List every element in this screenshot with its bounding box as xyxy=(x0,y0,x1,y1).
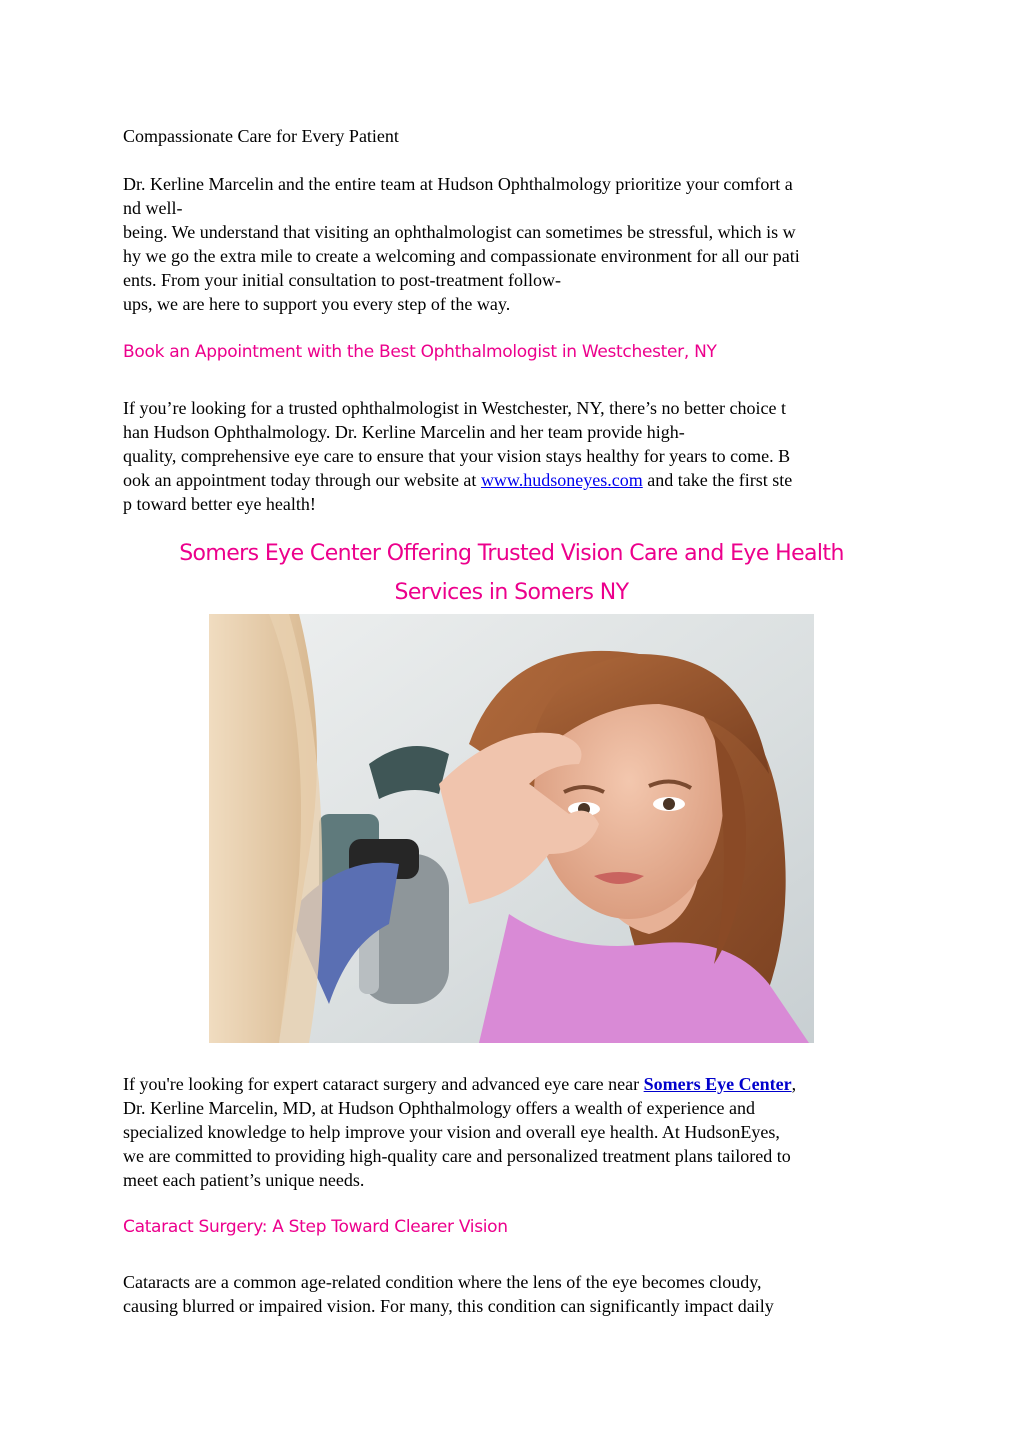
section-heading-compassionate-care: Compassionate Care for Every Patient xyxy=(123,126,399,146)
paragraph-line: meet each patient’s unique needs. xyxy=(123,1170,365,1190)
somers-eye-center-link[interactable]: Somers Eye Center xyxy=(643,1074,792,1094)
paragraph-line: specialized knowledge to help improve your vision and overall eye health. At HudsonEyes, xyxy=(123,1122,780,1142)
paragraph-line: Dr. Kerline Marcelin, MD, at Hudson Ophthalmology offers a wealth of experience and xyxy=(123,1098,755,1118)
paragraph-text: ook an appointment today through our website at xyxy=(123,470,481,490)
paragraph-line: ups, we are here to support you every step of the way. xyxy=(123,294,511,314)
paragraph-line: causing blurred or impaired vision. For many, this condition can significantly impact daily xyxy=(123,1296,774,1316)
paragraph-line: p toward better eye health! xyxy=(123,494,316,514)
paragraph-line: quality, comprehensive eye care to ensure that your vision stays healthy for years to come. B xyxy=(123,446,791,466)
paragraph-text: , xyxy=(791,1074,797,1094)
paragraph-line: If you’re looking for a trusted ophthalmologist in Westchester, NY, there’s no better choice t xyxy=(123,398,787,418)
section-heading-cataract-surgery: Cataract Surgery: A Step Toward Clearer Vision xyxy=(123,1217,508,1237)
section-heading-book-appointment: Book an Appointment with the Best Ophthalmologist in Westchester, NY xyxy=(123,342,717,362)
paragraph-line xyxy=(123,468,792,492)
hudsoneyes-website-link[interactable]: www.hudsoneyes.com xyxy=(480,470,643,490)
paragraph-line: han Hudson Ophthalmology. Dr. Kerline Marcelin and her team provide high- xyxy=(123,422,685,442)
paragraph-line: being. We understand that visiting an ophthalmologist can sometimes be stressful, which is w xyxy=(123,222,796,242)
paragraph-line: nd well- xyxy=(123,198,183,218)
article-title-line-2: Services in Somers NY xyxy=(394,580,629,605)
paragraph-text: and take the first ste xyxy=(642,470,793,490)
article-title-line-1: Somers Eye Center Offering Trusted Vision Care and Eye Health xyxy=(179,541,844,566)
paragraph-line: we are committed to providing high-quality care and personalized treatment plans tailored to xyxy=(123,1146,791,1166)
paragraph-line: ents. From your initial consultation to post-treatment follow- xyxy=(123,270,561,290)
paragraph-text: If you're looking for expert cataract surgery and advanced eye care near xyxy=(123,1074,644,1094)
paragraph-line: Cataracts are a common age-related condition where the lens of the eye becomes cloudy, xyxy=(123,1272,762,1292)
paragraph-line: Dr. Kerline Marcelin and the entire team at Hudson Ophthalmology prioritize your comfort a xyxy=(123,174,793,194)
paragraph-line xyxy=(123,1072,796,1096)
eye-exam-photo xyxy=(209,614,814,1043)
paragraph-line: hy we go the extra mile to create a welcoming and compassionate environment for all our pati xyxy=(123,246,800,266)
